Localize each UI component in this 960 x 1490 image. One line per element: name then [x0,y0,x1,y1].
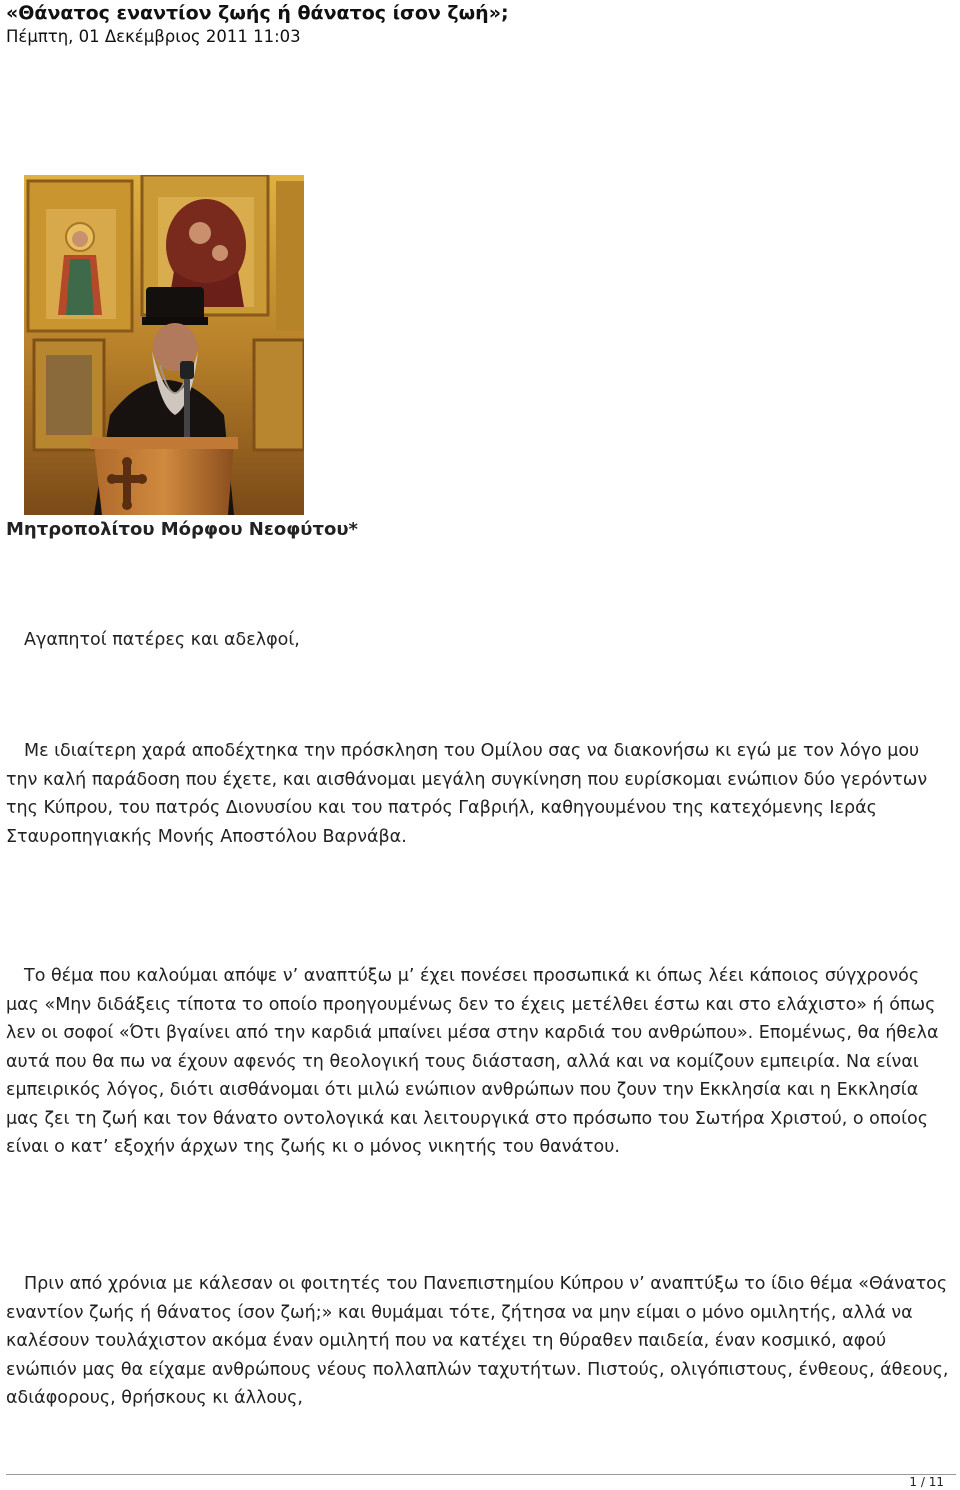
paragraph-intro: Με ιδιαίτερη χαρά αποδέχτηκα την πρόσκληση του Ομίλου σας να διακονήσω κι εγώ με τον λόγο μου την καλή παράδοση που έχετε, και αισθάνομαι μεγάλη συγκίνηση που ευρίσκομαι ενώπιον δύο γερόντων της Κύπρου, του πατρός Διονυσίου και του πατρός Γαβριήλ, καθηγουμένου της κατεχόμενης Ιεράς Σταυροπηγιακής Μονής Αποστόλου Βαρνάβα. [6,741,928,847]
article-photo [24,175,304,515]
article-title: «Θάνατος εναντίον ζωής ή θάνατος ίσον ζωή»; [6,2,509,24]
footer-divider [6,1474,956,1475]
article-author: Μητροπολίτου Μόρφου Νεοφύτου* [6,519,358,540]
paragraph-topic: Το θέμα που καλούμαι απόψε ν’ αναπτύξω μ’ έχει πονέσει προσωπικά κι όπως λέει κάποιος σύγχρονός μας «Μην διδάξεις τίποτα το οποίο προηγουμένως δεν το έχεις μετέλθει έστω και στο ελάχιστο» ή όπως λεν οι σοφοί «Ότι βγαίνει από την καρδιά μπαίνει μέσα στην καρδιά του ανθρώπου». Επομένως, θα ήθελα αυτά που θα πω να έχουν αφενός τη θεολογική τους διάσταση, αλλά και να κομίζουν εμπειρία. Να είναι εμπειρικός λόγος, διότι αισθάνομαι ότι μιλώ ενώπιον ανθρώπων που ζουν την Εκκλησία και η Εκκλησία μας ζει τη ζωή και τον θάνατο οντολογικά και λειτουργικά στο πρόσωπο του Σωτήρα Χριστού, ο οποίος είναι ο κατ’ εξοχήν άρχων της ζωής κι ο μόνος νικητής του θανάτου. [6,966,939,1157]
paragraph-memory: Πριν από χρόνια με κάλεσαν οι φοιτητές του Πανεπιστημίου Κύπρου ν’ αναπτύξω το ίδιο θέμα «Θάνατος εναντίον ζωής ή θάνατος ίσον ζωή;» και θυμάμαι τότε, ζήτησα να μην είμαι ο μόνο ομιλητής, αλλά να καλέσουν τουλάχιστον ακόμα έναν ομιλητή που να κατέχει τη θύραθεν παιδεία, έναν κοσμικό, αφού ενώπιόν μας θα είχαμε ανθρώπους νέους πολλαπλών ταχυτήτων. Πιστούς, ολιγόπιστους, ένθεους, άθεους, αδιάφορους, θρήσκους κι άλλους, [6,1274,949,1408]
page-number: 1 / 11 [909,1475,944,1489]
publish-date: Πέμπτη, 01 Δεκέμβριος 2011 11:03 [6,27,301,46]
paragraph-greeting: Αγαπητοί πατέρες και αδελφοί, [24,630,300,650]
